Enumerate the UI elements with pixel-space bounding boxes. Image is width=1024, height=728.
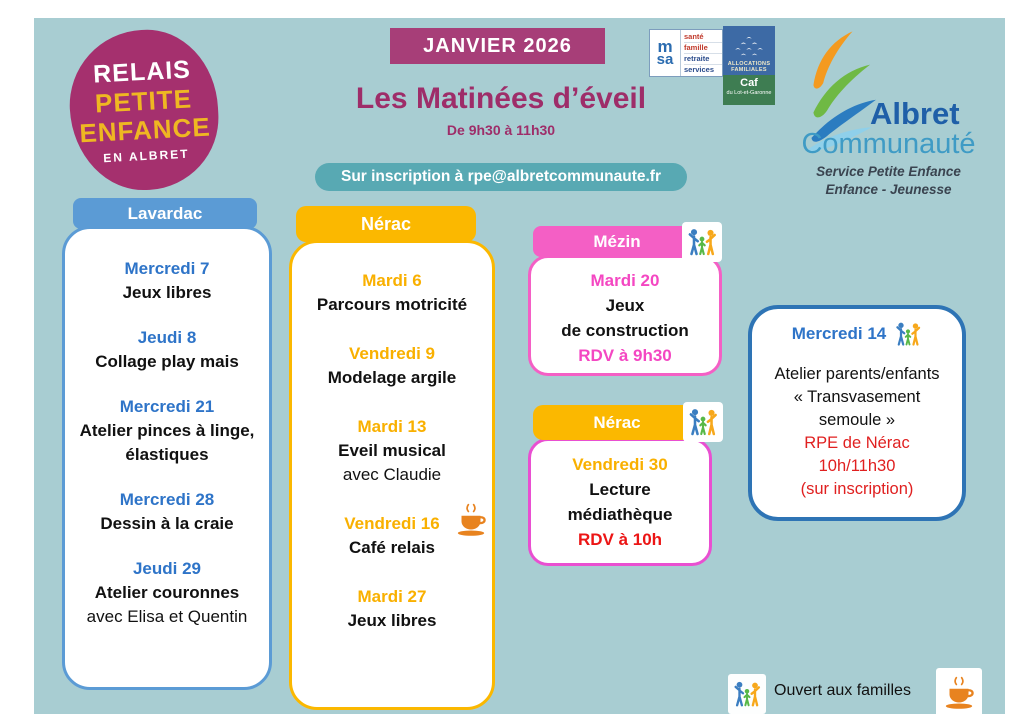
event-line: Modelage argile bbox=[327, 368, 457, 387]
box-header-nerac2: Nérac bbox=[533, 405, 701, 440]
msa-word: retraite bbox=[684, 54, 722, 65]
family-icon bbox=[732, 679, 762, 709]
box-header-mezin: Mézin bbox=[533, 226, 701, 257]
event-date: Jeudi 29 bbox=[132, 559, 202, 578]
event bbox=[65, 488, 269, 536]
event-date: Mercredi 21 bbox=[119, 397, 215, 416]
box-date-row bbox=[758, 321, 956, 347]
event-line: avec Claudie bbox=[342, 465, 442, 484]
legend-family-icon-box bbox=[728, 674, 766, 714]
event bbox=[292, 585, 492, 633]
albret-name2: Communauté bbox=[801, 128, 976, 160]
caf-text: ALLOCATIONS bbox=[727, 61, 771, 67]
box-lines bbox=[758, 363, 956, 501]
event bbox=[65, 326, 269, 374]
event-line: Jeux bbox=[605, 296, 645, 315]
flyer-canvas bbox=[34, 18, 1005, 714]
event-line: semoule » bbox=[818, 411, 896, 429]
event-line: Dessin à la craie bbox=[100, 514, 234, 533]
event-line: Eveil musical bbox=[338, 441, 446, 460]
event-line: avec Elisa et Quentin bbox=[86, 607, 248, 626]
event-line: (sur inscription) bbox=[800, 480, 914, 498]
event-date: Vendredi 16 bbox=[344, 514, 440, 533]
albret-sub2: Enfance - Jeunesse bbox=[825, 182, 952, 197]
coffee-icon-slot bbox=[452, 502, 490, 540]
caf-logo-bottom bbox=[723, 75, 775, 105]
albret-name: Albret bbox=[870, 96, 960, 131]
event bbox=[292, 512, 492, 560]
msa-word: santé bbox=[684, 32, 722, 43]
page-hours: De 9h30 à 11h30 bbox=[446, 122, 556, 138]
caf-birds-icon bbox=[730, 37, 768, 61]
column-nerac bbox=[289, 240, 495, 710]
event-line: Vendredi 30 bbox=[572, 455, 668, 474]
event-line: Jeux libres bbox=[122, 283, 212, 302]
family-icon bbox=[894, 321, 922, 347]
event bbox=[65, 257, 269, 305]
event-date: Mercredi 28 bbox=[119, 490, 215, 509]
event-line: Parcours motricité bbox=[316, 295, 468, 314]
caf-logo bbox=[723, 26, 775, 105]
msa-brand-top: m bbox=[657, 36, 673, 56]
column-header-nerac: Nérac bbox=[296, 206, 476, 242]
coffee-icon bbox=[452, 502, 490, 540]
albret-logo bbox=[786, 24, 991, 202]
msa-word: services bbox=[684, 64, 715, 74]
title-block bbox=[315, 82, 687, 138]
page-title: Les Matinées d’éveil bbox=[355, 82, 647, 115]
event-date: Vendredi 9 bbox=[349, 344, 435, 363]
box-mercredi14 bbox=[748, 305, 966, 521]
event-line: Atelier couronnes bbox=[94, 583, 240, 602]
column-lavardac bbox=[62, 226, 272, 690]
albret-sub1: Service Petite Enfance bbox=[816, 164, 961, 179]
rpe-logo bbox=[66, 26, 222, 194]
event bbox=[65, 557, 269, 629]
event-line: « Transvasement bbox=[793, 388, 921, 406]
box-nerac2 bbox=[528, 438, 712, 566]
event-line: médiathèque bbox=[567, 505, 673, 524]
event bbox=[292, 415, 492, 487]
rpe-logo-line4: EN ALBRET bbox=[102, 146, 190, 165]
event-line: 10h/11h30 bbox=[818, 457, 896, 475]
event-line: Mardi 20 bbox=[590, 271, 660, 290]
caf-org: Caf bbox=[740, 77, 758, 89]
rpe-logo-line1: RELAIS bbox=[92, 55, 192, 89]
event-date: Mercredi 14 bbox=[791, 324, 887, 343]
msa-logo bbox=[649, 29, 723, 77]
event-date: Mercredi 7 bbox=[124, 259, 210, 278]
month-banner: JANVIER 2026 bbox=[390, 28, 605, 64]
event-line: RPE de Nérac bbox=[804, 434, 910, 452]
event-date: Jeudi 8 bbox=[137, 328, 197, 347]
event bbox=[292, 342, 492, 390]
event bbox=[292, 269, 492, 317]
caf-logo-top bbox=[723, 26, 775, 75]
msa-words bbox=[681, 30, 722, 76]
family-icon bbox=[686, 227, 718, 257]
event-line: Jeux libres bbox=[347, 611, 437, 630]
msa-brand-bottom: sa bbox=[656, 50, 674, 68]
msa-brand bbox=[650, 30, 681, 76]
event-line: RDV à 9h30 bbox=[578, 346, 672, 365]
family-icon-slot bbox=[894, 321, 922, 347]
msa-word: famille bbox=[684, 43, 722, 54]
legend-coffee-icon-box bbox=[936, 668, 982, 720]
event-date: Mardi 13 bbox=[357, 417, 427, 436]
event-date: Mardi 27 bbox=[357, 587, 427, 606]
column-header-lavardac: Lavardac bbox=[73, 198, 257, 229]
coffee-icon bbox=[940, 674, 978, 714]
event-date: Mardi 6 bbox=[362, 271, 422, 290]
event bbox=[65, 395, 269, 467]
event-line: Café relais bbox=[349, 538, 435, 557]
caf-text: FAMILIALES bbox=[731, 67, 767, 73]
family-icon-box bbox=[682, 222, 722, 262]
inscription-bar: Sur inscription à rpe@albretcommunaute.fr bbox=[315, 163, 687, 191]
event-line: de construction bbox=[561, 321, 689, 340]
family-icon-box bbox=[683, 402, 723, 442]
event-line: Lecture bbox=[589, 480, 651, 499]
event-line: Atelier parents/enfants bbox=[774, 365, 940, 383]
rpe-logo-line2: PETITE bbox=[94, 82, 193, 119]
legend-families-label: Ouvert aux familles bbox=[774, 682, 911, 699]
event-line: Collage play mais bbox=[95, 352, 239, 371]
caf-dept: du Lot-et-Garonne bbox=[726, 90, 772, 96]
box-mezin bbox=[528, 255, 722, 376]
event-line: RDV à 10h bbox=[577, 530, 663, 549]
event-line: Atelier pinces à linge, bbox=[79, 421, 255, 440]
family-icon bbox=[687, 407, 719, 437]
rpe-logo-line3: ENFANCE bbox=[78, 111, 212, 148]
event-line: élastiques bbox=[125, 445, 209, 464]
